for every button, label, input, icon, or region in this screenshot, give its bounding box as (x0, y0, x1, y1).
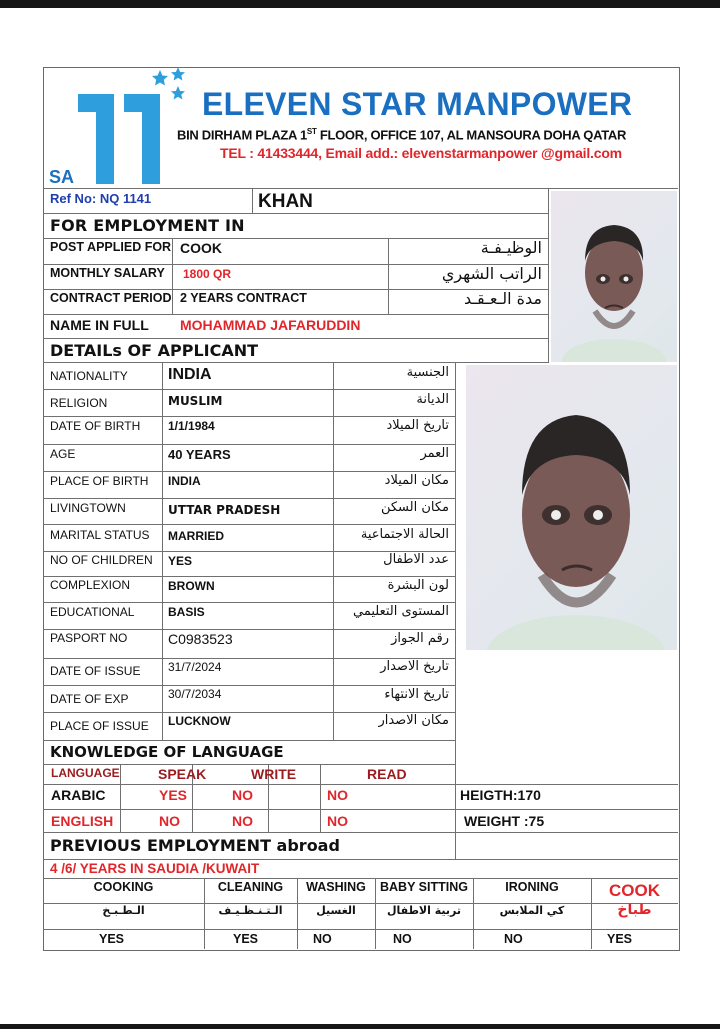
applicant-photo-large (466, 365, 677, 650)
top-border-bar (0, 0, 720, 8)
language-section-title: KNOWLEDGE OF LANGUAGE (50, 743, 284, 761)
previous-employment-summary: 4 /6/ YEARS IN SAUDIA /KUWAIT (50, 861, 260, 876)
bottom-border-bar (0, 1024, 720, 1029)
person-portrait-icon (551, 191, 677, 362)
logo-eleven-icon (74, 66, 194, 186)
person-portrait-icon (466, 365, 677, 650)
height-value: HEIGTH:170 (460, 787, 541, 803)
salary-value: 1800 QR (183, 267, 232, 281)
company-address: BIN DIRHAM PLAZA 1ST FLOOR, OFFICE 107, AL MANSOURA DOHA QATAR (177, 127, 627, 143)
post-value: COOK (180, 240, 222, 256)
details-section-title: DETAILs OF APPLICANT (50, 341, 259, 360)
ref-number: Ref No: NQ 1141 (50, 191, 152, 206)
company-contact: TEL : 41433444, Email add.: elevenstarmanpower @gmail.com (220, 145, 622, 161)
weight-value: WEIGHT :75 (464, 813, 545, 829)
previous-employment-title: PREVIOUS EMPLOYMENT abroad (50, 836, 340, 855)
contract-value: 2 YEARS CONTRACT (180, 291, 307, 305)
full-name-value: MOHAMMAD JAFARUDDIN (180, 317, 361, 333)
applicant-photo-small (551, 191, 677, 362)
company-name: ELEVEN STAR MANPOWER (202, 86, 633, 122)
employment-section-title: FOR EMPLOYMENT IN (50, 216, 245, 235)
logo-prefix: SA (49, 167, 75, 187)
surname: KHAN (258, 191, 313, 212)
